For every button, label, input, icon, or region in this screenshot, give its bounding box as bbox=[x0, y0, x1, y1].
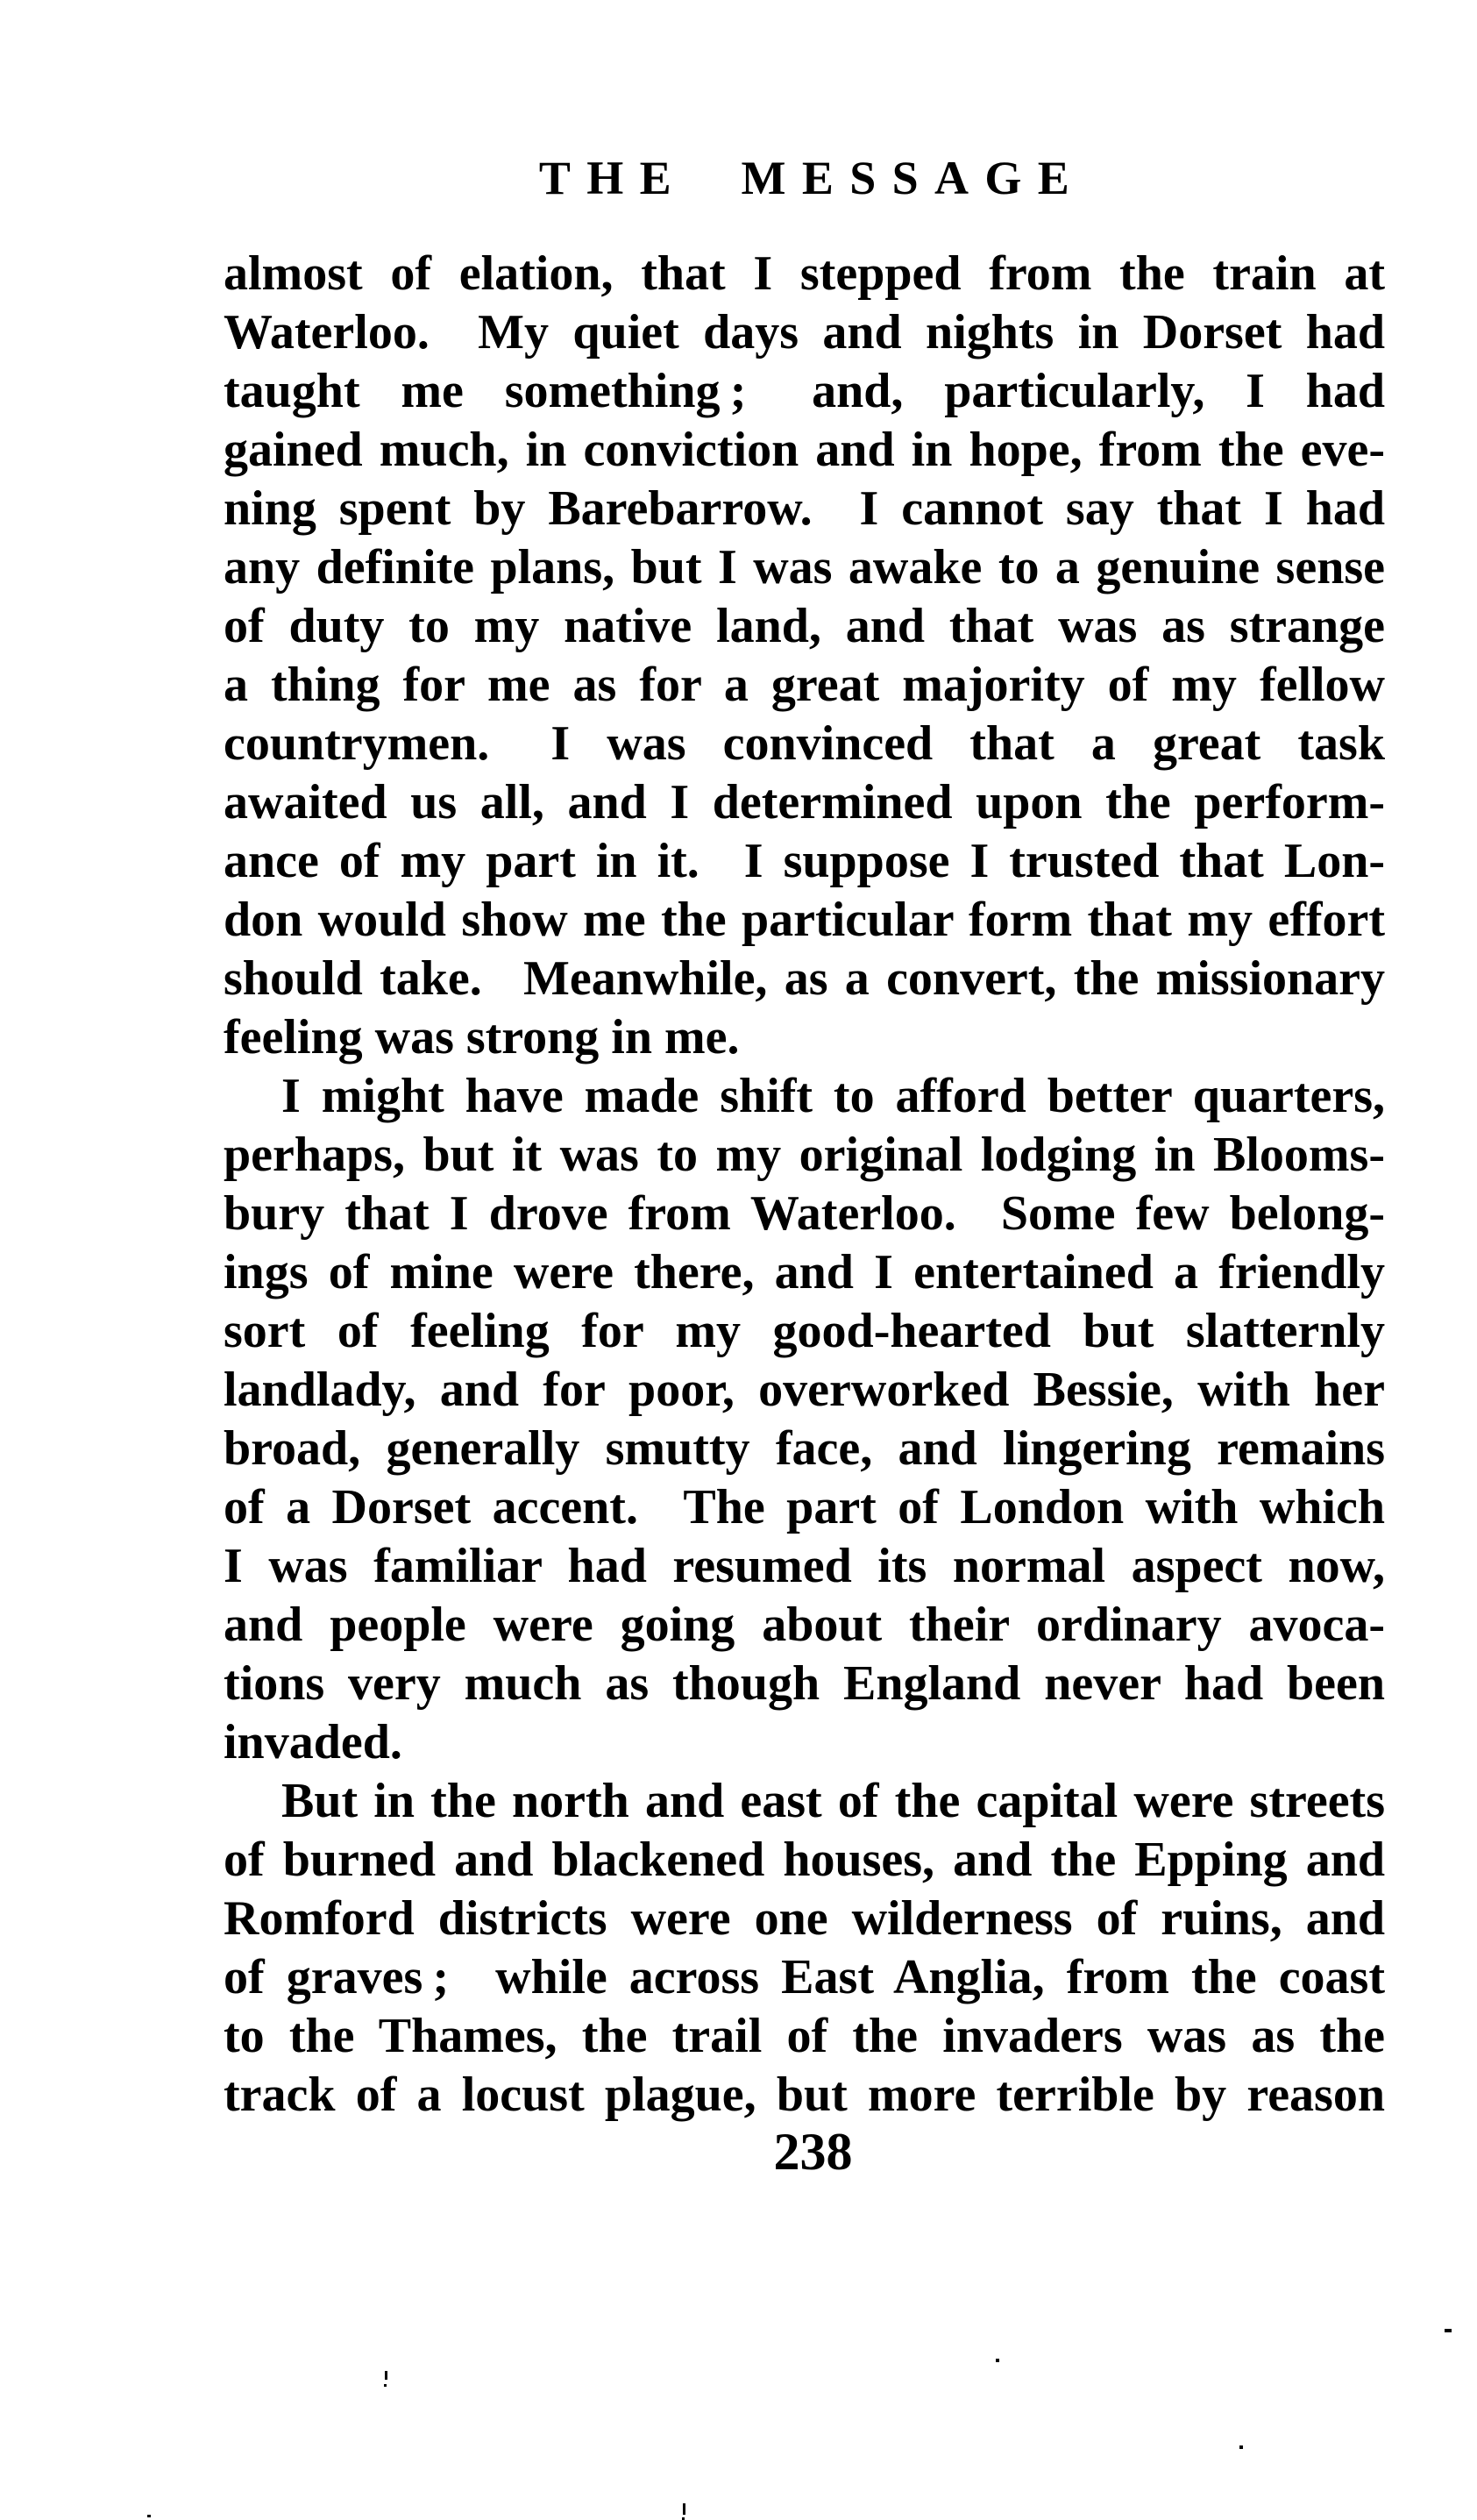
text-line: don would show me the particular form that my effort bbox=[224, 893, 1385, 947]
scan-speckle bbox=[683, 2503, 685, 2515]
text-line: tions very much as though England never had been bbox=[224, 1656, 1385, 1711]
text-line: I was familiar had resumed its normal aspect now, bbox=[224, 1539, 1385, 1593]
text-line: any definite plans, but I was awake to a genuine sense bbox=[224, 540, 1385, 594]
scan-speckle bbox=[996, 2359, 999, 2362]
text-line: taught me something ; and, particularly, I had bbox=[224, 364, 1385, 418]
scan-speckle bbox=[1445, 2329, 1452, 2332]
text-line: a thing for me as for a great majority of my fellow bbox=[224, 658, 1385, 712]
text-line: of a Dorset accent. The part of London with which bbox=[224, 1480, 1385, 1534]
text-line: Waterloo. My quiet days and nights in Dorset had bbox=[224, 305, 1385, 359]
text-line: awaited us all, and I determined upon the perform- bbox=[224, 775, 1385, 829]
text-line: Romford districts were one wilderness of ruins, and bbox=[224, 1891, 1385, 1946]
text-line: bury that I drove from Waterloo. Some few belong- bbox=[224, 1186, 1385, 1241]
body-text bbox=[224, 245, 1385, 2125]
text-line: of burned and blackened houses, and the Epping and bbox=[224, 1833, 1385, 1887]
text-line: countrymen. I was convinced that a great task bbox=[224, 716, 1385, 771]
text-line: gained much, in conviction and in hope, from the eve- bbox=[224, 423, 1385, 477]
text-line: to the Thames, the trail of the invaders was as the bbox=[224, 2009, 1385, 2063]
scan-speckle bbox=[1239, 2445, 1243, 2449]
text-line: invaded. bbox=[224, 1715, 402, 1769]
text-line: of graves ; while across East Anglia, from the coast bbox=[224, 1950, 1385, 2004]
text-line: ance of my part in it. I suppose I trusted that Lon- bbox=[224, 834, 1385, 888]
text-line: should take. Meanwhile, as a convert, the missionary bbox=[224, 951, 1385, 1006]
text-line: landlady, and for poor, overworked Bessie, with her bbox=[224, 1363, 1385, 1417]
text-line: perhaps, but it was to my original lodging in Blooms- bbox=[224, 1128, 1385, 1182]
running-head: THE MESSAGE bbox=[538, 152, 1086, 204]
text-line: of duty to my native land, and that was as strange bbox=[224, 599, 1385, 653]
text-line: feeling was strong in me. bbox=[224, 1010, 740, 1064]
text-line: track of a locust plague, but more terrible by reason bbox=[224, 2068, 1385, 2122]
page-number: 238 bbox=[773, 2123, 853, 2181]
text-line: and people were going about their ordinary avoca- bbox=[224, 1598, 1385, 1652]
scan-speckle bbox=[147, 2515, 151, 2517]
text-line: I might have made shift to afford better quarters, bbox=[281, 1069, 1385, 1123]
text-line: almost of elation, that I stepped from the train at bbox=[224, 246, 1385, 301]
text-line: ning spent by Barebarrow. I cannot say that I had bbox=[224, 481, 1385, 536]
scan-speckle bbox=[385, 2371, 387, 2380]
scan-speckle bbox=[384, 2384, 387, 2387]
text-line: sort of feeling for my good-hearted but slatternly bbox=[224, 1304, 1385, 1358]
text-line: broad, generally smutty face, and lingering remains bbox=[224, 1421, 1385, 1476]
text-line: But in the north and east of the capital were streets bbox=[281, 1774, 1385, 1828]
text-line: ings of mine were there, and I entertained a friendly bbox=[224, 1245, 1385, 1299]
